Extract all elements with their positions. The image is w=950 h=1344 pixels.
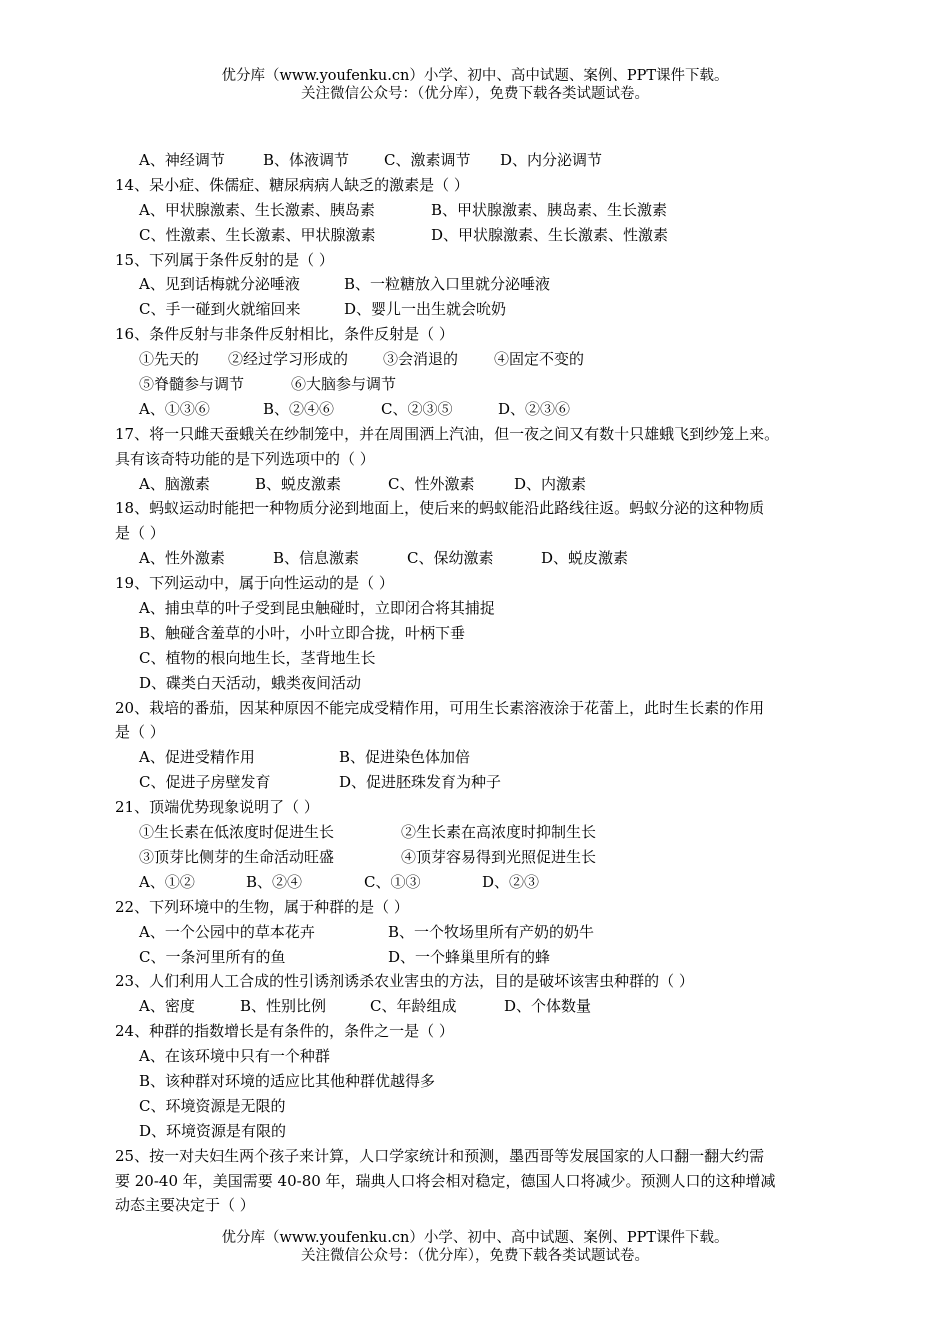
q21-items-row2 [115,845,845,870]
footer-line-2: 关注微信公众号：（优分库），免费下载各类试题试卷。 [301,1248,649,1264]
option: B、②④⑥ [263,399,335,418]
q18-stem-1: 18、蚂蚁运动时能把一种物质分泌到地面上，使后来的蚂蚁能沿此路线往返。蚂蚁分泌的这种物质 [115,499,765,518]
q16-options [115,397,845,422]
q20-options-row2 [115,770,845,795]
option: D、甲状腺激素、生长激素、性激素 [431,225,669,244]
statement: ④顶芽容易得到光照促进生长 [401,847,597,866]
option: D、促进胚珠发育为种子 [339,773,502,792]
option: B、一个牧场里所有产奶的奶牛 [388,922,595,941]
q15-options-row1 [115,272,845,297]
q21-items-row1 [115,820,845,845]
option: C、年龄组成 [370,997,457,1016]
option: D、内分泌调节 [500,151,603,169]
option: C、一条河里所有的鱼 [139,947,286,966]
statement: ⑤脊髓参与调节 [139,375,245,394]
option: D、一个蜂巢里所有的蜂 [388,947,551,966]
q13-options [115,148,845,173]
option: B、②④ [246,872,303,891]
option: D、婴儿一出生就会吮奶 [344,300,507,319]
q22-options-row2 [115,945,845,970]
option: B、甲状腺激素、胰岛素、生长激素 [431,200,668,219]
page-header [0,67,950,103]
q16-items-row1 [115,347,845,372]
option: A、密度 [139,997,195,1016]
option: B、该种群对环境的适应比其他种群优越得多 [139,1071,436,1090]
q22-stem: 22、下列环境中的生物，属于种群的是（ ） [115,897,409,916]
statement: ③会消退的 [383,350,459,369]
option: D、环境资源是有限的 [139,1121,287,1140]
option: A、性外激素 [139,549,225,568]
option: C、性外激素 [388,474,475,493]
option: B、触碰含羞草的小叶，小叶立即合拢，叶柄下垂 [139,623,466,642]
option: C、环境资源是无限的 [139,1096,286,1115]
q18-options [115,546,845,571]
q16-items-row2 [115,372,845,397]
option: C、性激素、生长激素、甲状腺激素 [139,225,376,244]
statement: ⑥大脑参与调节 [291,375,397,394]
q18-stem-2: 是（ ） [115,524,165,543]
q22-options-row1 [115,920,845,945]
q24-stem: 24、种群的指数增长是有条件的，条件之一是（ ） [115,1022,454,1041]
option: A、一个公园中的草本花卉 [139,922,315,941]
statement: ③顶芽比侧芽的生命活动旺盛 [139,847,335,866]
q20-stem-1: 20、栽培的番茄，因某种原因不能完成受精作用，可用生长素溶液涂于花蕾上，此时生长素的作用 [115,698,765,717]
option: C、植物的根向地生长，茎背地生长 [139,648,376,667]
option: C、②③⑤ [381,399,453,418]
q19-stem: 19、下列运动中，属于向性运动的是（ ） [115,574,394,593]
header-line-2: 关注微信公众号：（优分库），免费下载各类试题试卷。 [301,86,649,102]
q25-stem-2: 要 20-40 年，美国需要 40-80 年，瑞典人口将会相对稳定，德国人口将减少。预测人口的这种增减 [115,1171,776,1190]
option: A、在该环境中只有一个种群 [139,1047,330,1066]
q17-stem-1: 17、将一只雌天蚕蛾关在纱制笼中，并在周围洒上汽油，但一夜之间又有数十只雄蛾飞到纱笼上来。 [115,424,780,443]
q23-options [115,994,845,1019]
option: C、促进子房壁发育 [139,773,271,792]
question-list [115,148,845,1218]
option: C、保幼激素 [407,549,494,568]
option: D、②③ [482,872,540,891]
option: B、促进染色体加倍 [339,748,471,767]
statement: ④固定不变的 [494,350,585,369]
option: A、神经调节 [139,151,225,169]
q14-options-row2 [115,223,845,248]
option: B、体液调节 [263,151,350,169]
q14-stem: 14、呆小症、侏儒症、糖尿病病人缺乏的激素是（ ） [115,175,469,194]
option: C、①③ [364,872,421,891]
statement: ②经过学习形成的 [228,350,349,369]
statement: ①先天的 [139,350,200,369]
option: A、促进受精作用 [139,748,255,767]
page-footer [0,1229,950,1265]
option: B、性别比例 [240,997,327,1016]
option: D、②③⑥ [498,399,571,418]
option: D、个体数量 [504,997,592,1016]
option: A、甲状腺激素、生长激素、胰岛素 [139,200,375,219]
option: A、捕虫草的叶子受到昆虫触碰时，立即闭合将其捕捉 [139,599,495,618]
option: C、手一碰到火就缩回来 [139,300,301,319]
option: D、蜕皮激素 [541,549,629,568]
option: D、碟类白天活动，蛾类夜间活动 [139,673,362,692]
option: B、蜕皮激素 [255,474,342,493]
option: D、内激素 [514,474,587,493]
statement: ①生长素在低浓度时促进生长 [139,823,335,842]
option: C、激素调节 [384,151,471,169]
q25-stem-3: 动态主要决定于（ ） [115,1196,255,1215]
option: A、①② [139,872,195,891]
option: A、见到话梅就分泌唾液 [139,275,300,294]
q23-stem: 23、人们利用人工合成的性引诱剂诱杀农业害虫的方法，目的是破坏该害虫种群的（ ） [115,972,694,991]
footer-line-1: 优分库（www.youfenku.cn）小学、初中、高中试题、案例、PPT课件下载。 [221,1230,729,1246]
q15-options-row2 [115,297,845,322]
q20-stem-2: 是（ ） [115,723,165,742]
q17-options [115,472,845,497]
q16-stem: 16、条件反射与非条件反射相比，条件反射是（ ） [115,325,454,344]
header-line-1: 优分库（www.youfenku.cn）小学、初中、高中试题、案例、PPT课件下载。 [221,68,729,84]
statement: ②生长素在高浓度时抑制生长 [401,823,597,842]
q25-stem-1: 25、按一对夫妇生两个孩子来计算，人口学家统计和预测，墨西哥等发展国家的人口翻一翻大约需 [115,1146,765,1165]
q15-stem: 15、下列属于条件反射的是（ ） [115,250,334,269]
q17-stem-2: 具有该奇特功能的是下列选项中的（ ） [115,449,375,468]
q20-options-row1 [115,745,845,770]
option: B、一粒糖放入口里就分泌唾液 [344,275,551,294]
option: A、脑激素 [139,474,210,493]
option: A、①③⑥ [139,399,210,418]
q21-options [115,870,845,895]
q14-options-row1 [115,198,845,223]
q21-stem: 21、顶端优势现象说明了（ ） [115,798,319,817]
option: B、信息激素 [273,549,360,568]
